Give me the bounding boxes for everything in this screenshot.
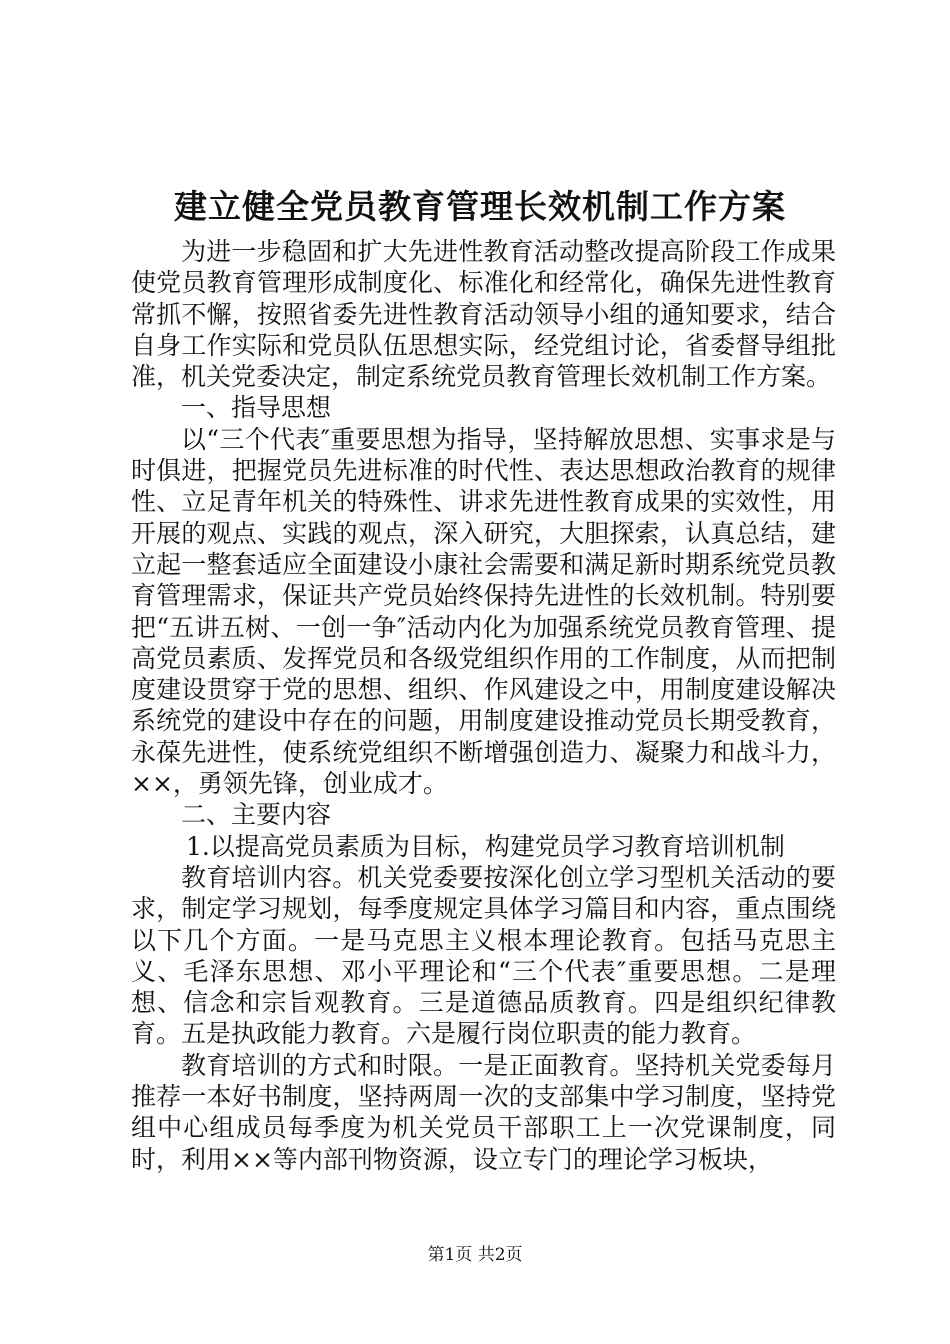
document-body [131, 236, 836, 1175]
training-methods-paragraph: 教育培训的方式和时限。一是正面教育。坚持机关党委每月推荐一本好书制度，坚持两周一次的支部集中学习制度，坚持党组中心组成员每季度为机关党员干部职工上一次党课制度，同时，利用××等内部刊物资源，设立专门的理论学习板块， [131, 1050, 836, 1174]
section-heading-main-content: 二、主要内容 [181, 800, 332, 830]
document-title: 建立健全党员教育管理长效机制工作方案 [174, 187, 786, 226]
page-number-footer: 第1页 共2页 [427, 1245, 523, 1265]
training-content-paragraph: 教育培训内容。机关党委要按深化创立学习型机关活动的要求，制定学习规划，每季度规定具体学习篇目和内容，重点围绕以下几个方面。一是马克思主义根本理论教育。包括马克思主义、毛泽东思想、邓小平理论和“三个代表″重要思想。二是理想、信念和宗旨观教育。三是道德品质教育。四是组织纪律教育。五是执政能力教育。六是履行岗位职责的能力教育。 [131, 862, 836, 1049]
subsection-heading-training-mechanism: 1.以提高党员素质为目标，构建党员学习教育培训机制 [186, 831, 785, 861]
guiding-ideology-paragraph: 以“三个代表″重要思想为指导，坚持解放思想、实事求是与时俱进，把握党员先进标准的时代性、表达思想政治教育的规律性、立足青年机关的特殊性、讲求先进性教育成果的实效性，用开展的观点、实践的观点，深入研究，大胆探索，认真总结，建立起一整套适应全面建设小康社会需要和满足新时期系统党员教育管理需求，保证共产党员始终保持先进性的长效机制。特别要把“五讲五树、一创一争″活动内化为加强系统党员教育管理、提高党员素质、发挥党员和各级党组织作用的工作制度，从而把制度建设贯穿于党的思想、组织、作风建设之中，用制度建设解决系统党的建设中存在的问题，用制度建设推动党员长期受教育，永葆先进性，使系统党组织不断增强创造力、凝聚力和战斗力，××，勇领先锋，创业成才。 [131, 424, 836, 799]
intro-paragraph: 为进一步稳固和扩大先进性教育活动整改提高阶段工作成果使党员教育管理形成制度化、标准化和经常化，确保先进性教育常抓不懈，按照省委先进性教育活动领导小组的通知要求，结合自身工作实际和党员队伍思想实际，经党组讨论，省委督导组批准，机关党委决定，制定系统党员教育管理长效机制工作方案。 [131, 237, 836, 392]
section-heading-guiding-ideology: 一、指导思想 [181, 393, 332, 423]
